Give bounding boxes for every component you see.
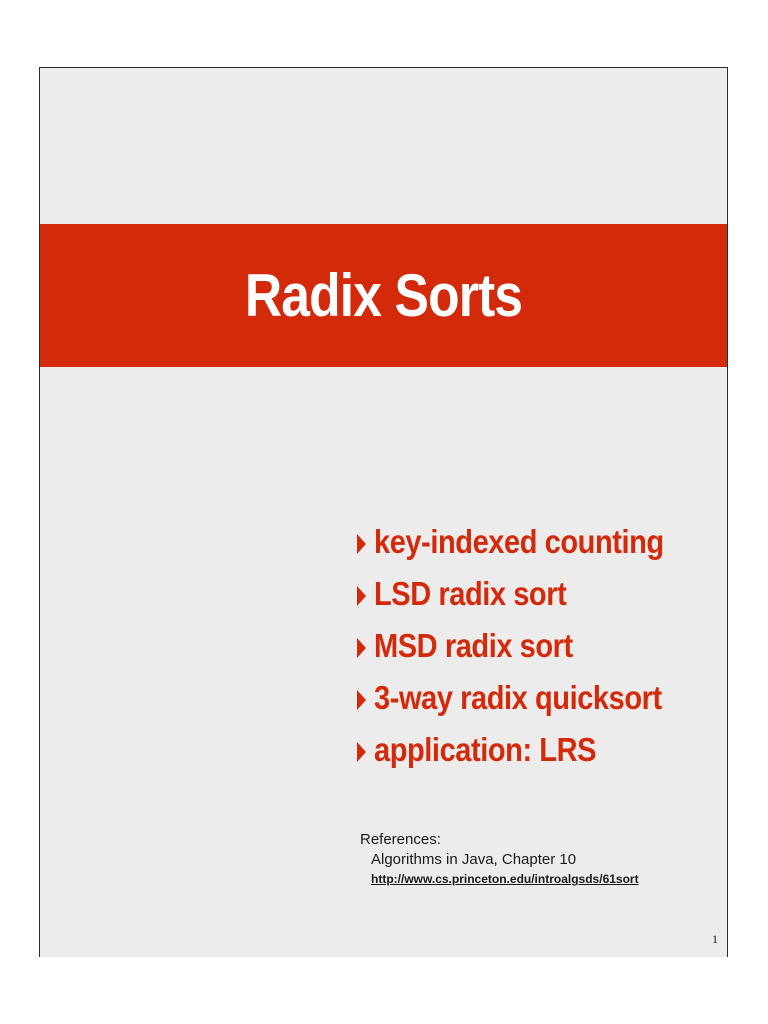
topic-item: [357, 620, 703, 672]
topic-label: MSD radix sort: [374, 627, 573, 664]
references-heading: References:: [360, 831, 441, 848]
topic-item: [357, 568, 703, 620]
topic-label: LSD radix sort: [374, 575, 567, 612]
triangle-bullet-icon: [357, 534, 366, 554]
title-band: [40, 224, 727, 367]
references-block: [360, 830, 639, 888]
triangle-bullet-icon: [357, 586, 366, 606]
page-number: 1: [712, 932, 718, 946]
topic-label: 3-way radix quicksort: [374, 679, 662, 716]
topic-label: key-indexed counting: [374, 523, 664, 560]
triangle-bullet-icon: [357, 742, 366, 762]
triangle-bullet-icon: [357, 690, 366, 710]
topic-list: [357, 516, 703, 776]
topic-label: application: LRS: [374, 731, 597, 768]
slide: [39, 67, 728, 957]
reference-book: Algorithms in Java, Chapter 10: [371, 851, 577, 868]
topic-item: [357, 724, 703, 776]
topic-item: [357, 516, 703, 568]
topic-item: [357, 672, 703, 724]
slide-title: Radix Sorts: [244, 262, 523, 329]
triangle-bullet-icon: [357, 638, 366, 658]
reference-link[interactable]: http://www.cs.princeton.edu/introalgsds/61sort: [371, 872, 639, 886]
